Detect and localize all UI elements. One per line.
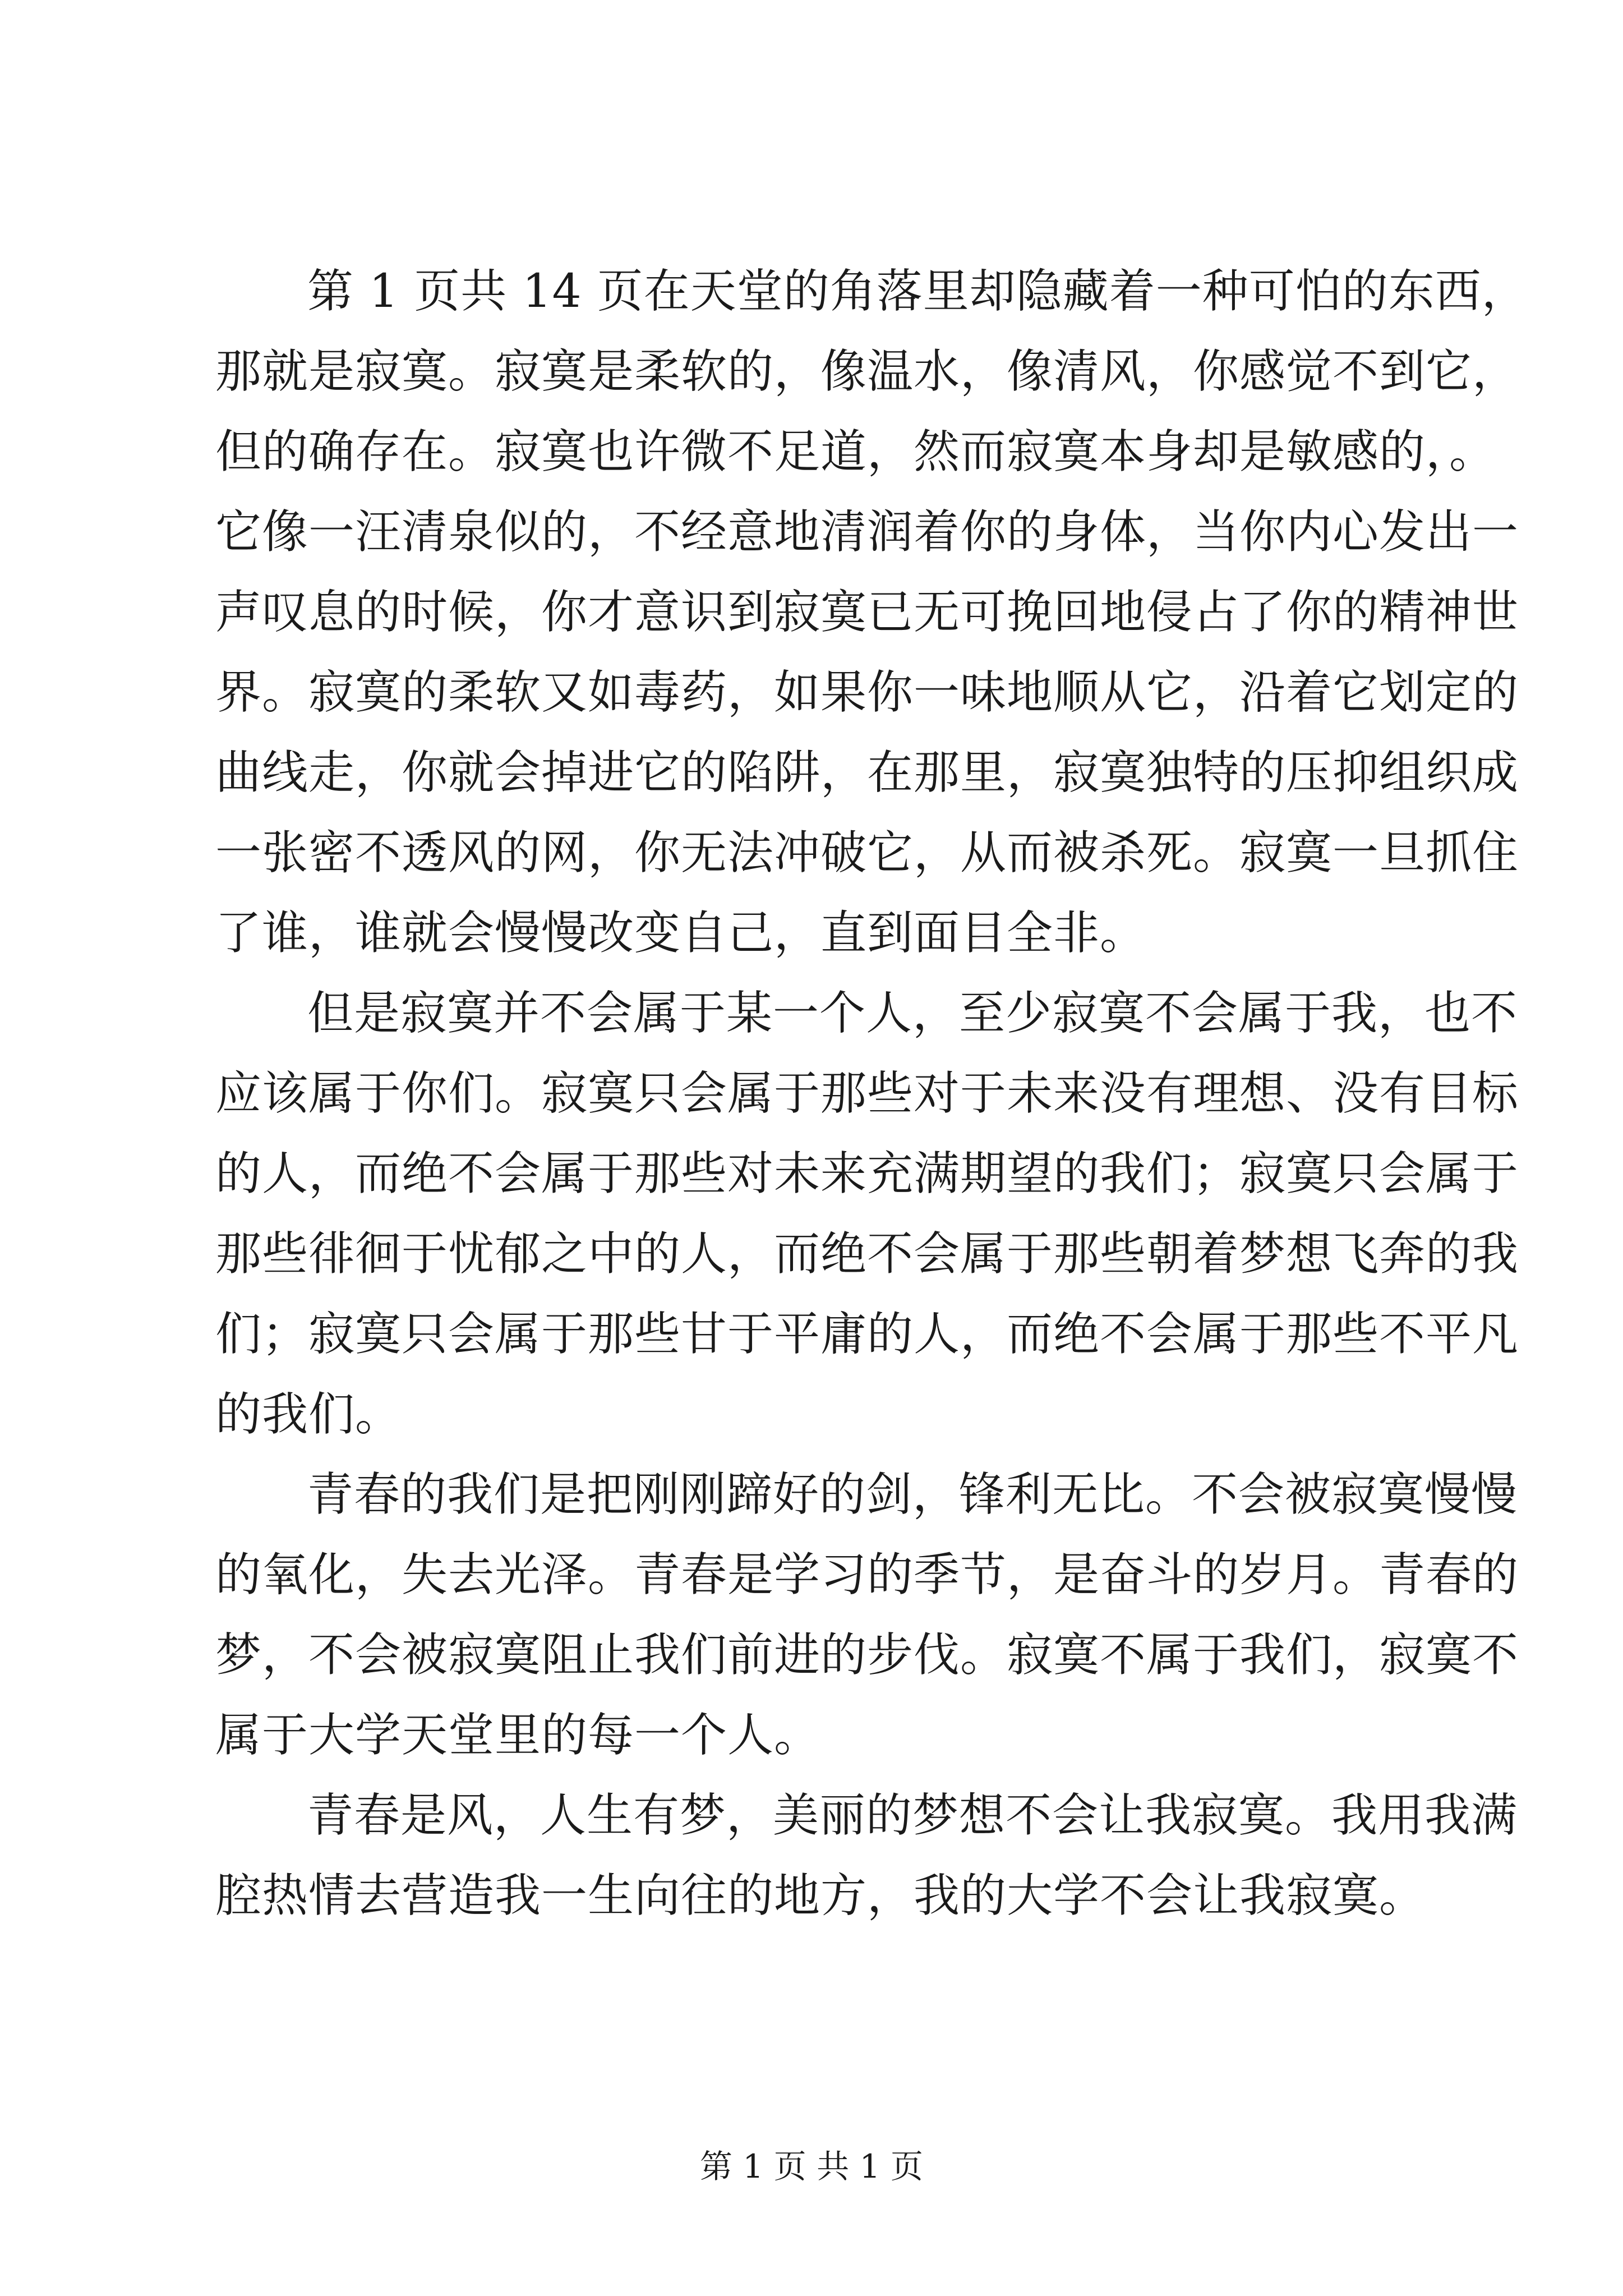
paragraph-4-line-1: 青春是风，人生有梦，美丽的梦想不会让我寂寞。我用我满 bbox=[307, 1789, 1518, 1842]
paragraph-2-line-1: 但是寂寞并不会属于某一个人，至少寂寞不会属于我，也不 bbox=[307, 987, 1518, 1040]
paragraph-1-line-4: 它像一汪清泉似的，不经意地清润着你的身体，当你内心发出一 bbox=[215, 505, 1519, 559]
paragraph-1-line-7: 曲线走，你就会掉进它的陷阱，在那里，寂寞独特的压抑组织成 bbox=[215, 746, 1519, 799]
paragraph-2-line-5: 们；寂寞只会属于那些甘于平庸的人，而绝不会属于那些不平凡 bbox=[215, 1308, 1519, 1361]
paragraph-1-line-1: 第 1 页共 14 页在天堂的角落里却隐藏着一种可怕的东西， bbox=[307, 265, 1528, 318]
paragraph-2-line-3: 的人，而绝不会属于那些对未来充满期望的我们；寂寞只会属于 bbox=[215, 1147, 1519, 1200]
paragraph-1-line-3: 但的确存在。寂寞也许微不足道，然而寂寞本身却是敏感的，。 bbox=[215, 425, 1496, 478]
paragraph-2-line-6: 的我们。 bbox=[215, 1388, 402, 1441]
paragraph-3-line-3: 梦，不会被寂寞阻止我们前进的步伐。寂寞不属于我们，寂寞不 bbox=[215, 1628, 1519, 1682]
paragraph-3-line-4: 属于大学天堂里的每一个人。 bbox=[215, 1709, 821, 1762]
paragraph-4-line-2: 腔热情去营造我一生向往的地方，我的大学不会让我寂寞。 bbox=[215, 1869, 1426, 1922]
paragraph-1-line-6: 界。寂寞的柔软又如毒药，如果你一味地顺从它，沿着它划定的 bbox=[215, 666, 1519, 719]
paragraph-1-line-2: 那就是寂寞。寂寞是柔软的，像温水，像清风，你感觉不到它， bbox=[215, 345, 1519, 398]
paragraph-1-line-5: 声叹息的时候，你才意识到寂寞已无可挽回地侵占了你的精神世 bbox=[215, 586, 1519, 639]
paragraph-1-line-8: 一张密不透风的网，你无法冲破它，从而被杀死。寂寞一旦抓住 bbox=[215, 826, 1519, 880]
paragraph-2-line-2: 应该属于你们。寂寞只会属于那些对于未来没有理想、没有目标 bbox=[215, 1067, 1519, 1120]
body-text bbox=[215, 251, 1528, 1936]
paragraph-3-line-2: 的氧化，失去光泽。青春是学习的季节，是奋斗的岁月。青春的 bbox=[215, 1548, 1519, 1602]
paragraph-3-line-1: 青春的我们是把刚刚蹄好的剑，锋利无比。不会被寂寞慢慢 bbox=[307, 1468, 1518, 1521]
page-footer: 第 1 页 共 1 页 bbox=[700, 2147, 923, 2185]
paragraph-1-line-9: 了谁，谁就会慢慢改变自己，直到面目全非。 bbox=[215, 907, 1147, 960]
paragraph-2-line-4: 那些徘徊于忧郁之中的人，而绝不会属于那些朝着梦想飞奔的我 bbox=[215, 1227, 1519, 1281]
